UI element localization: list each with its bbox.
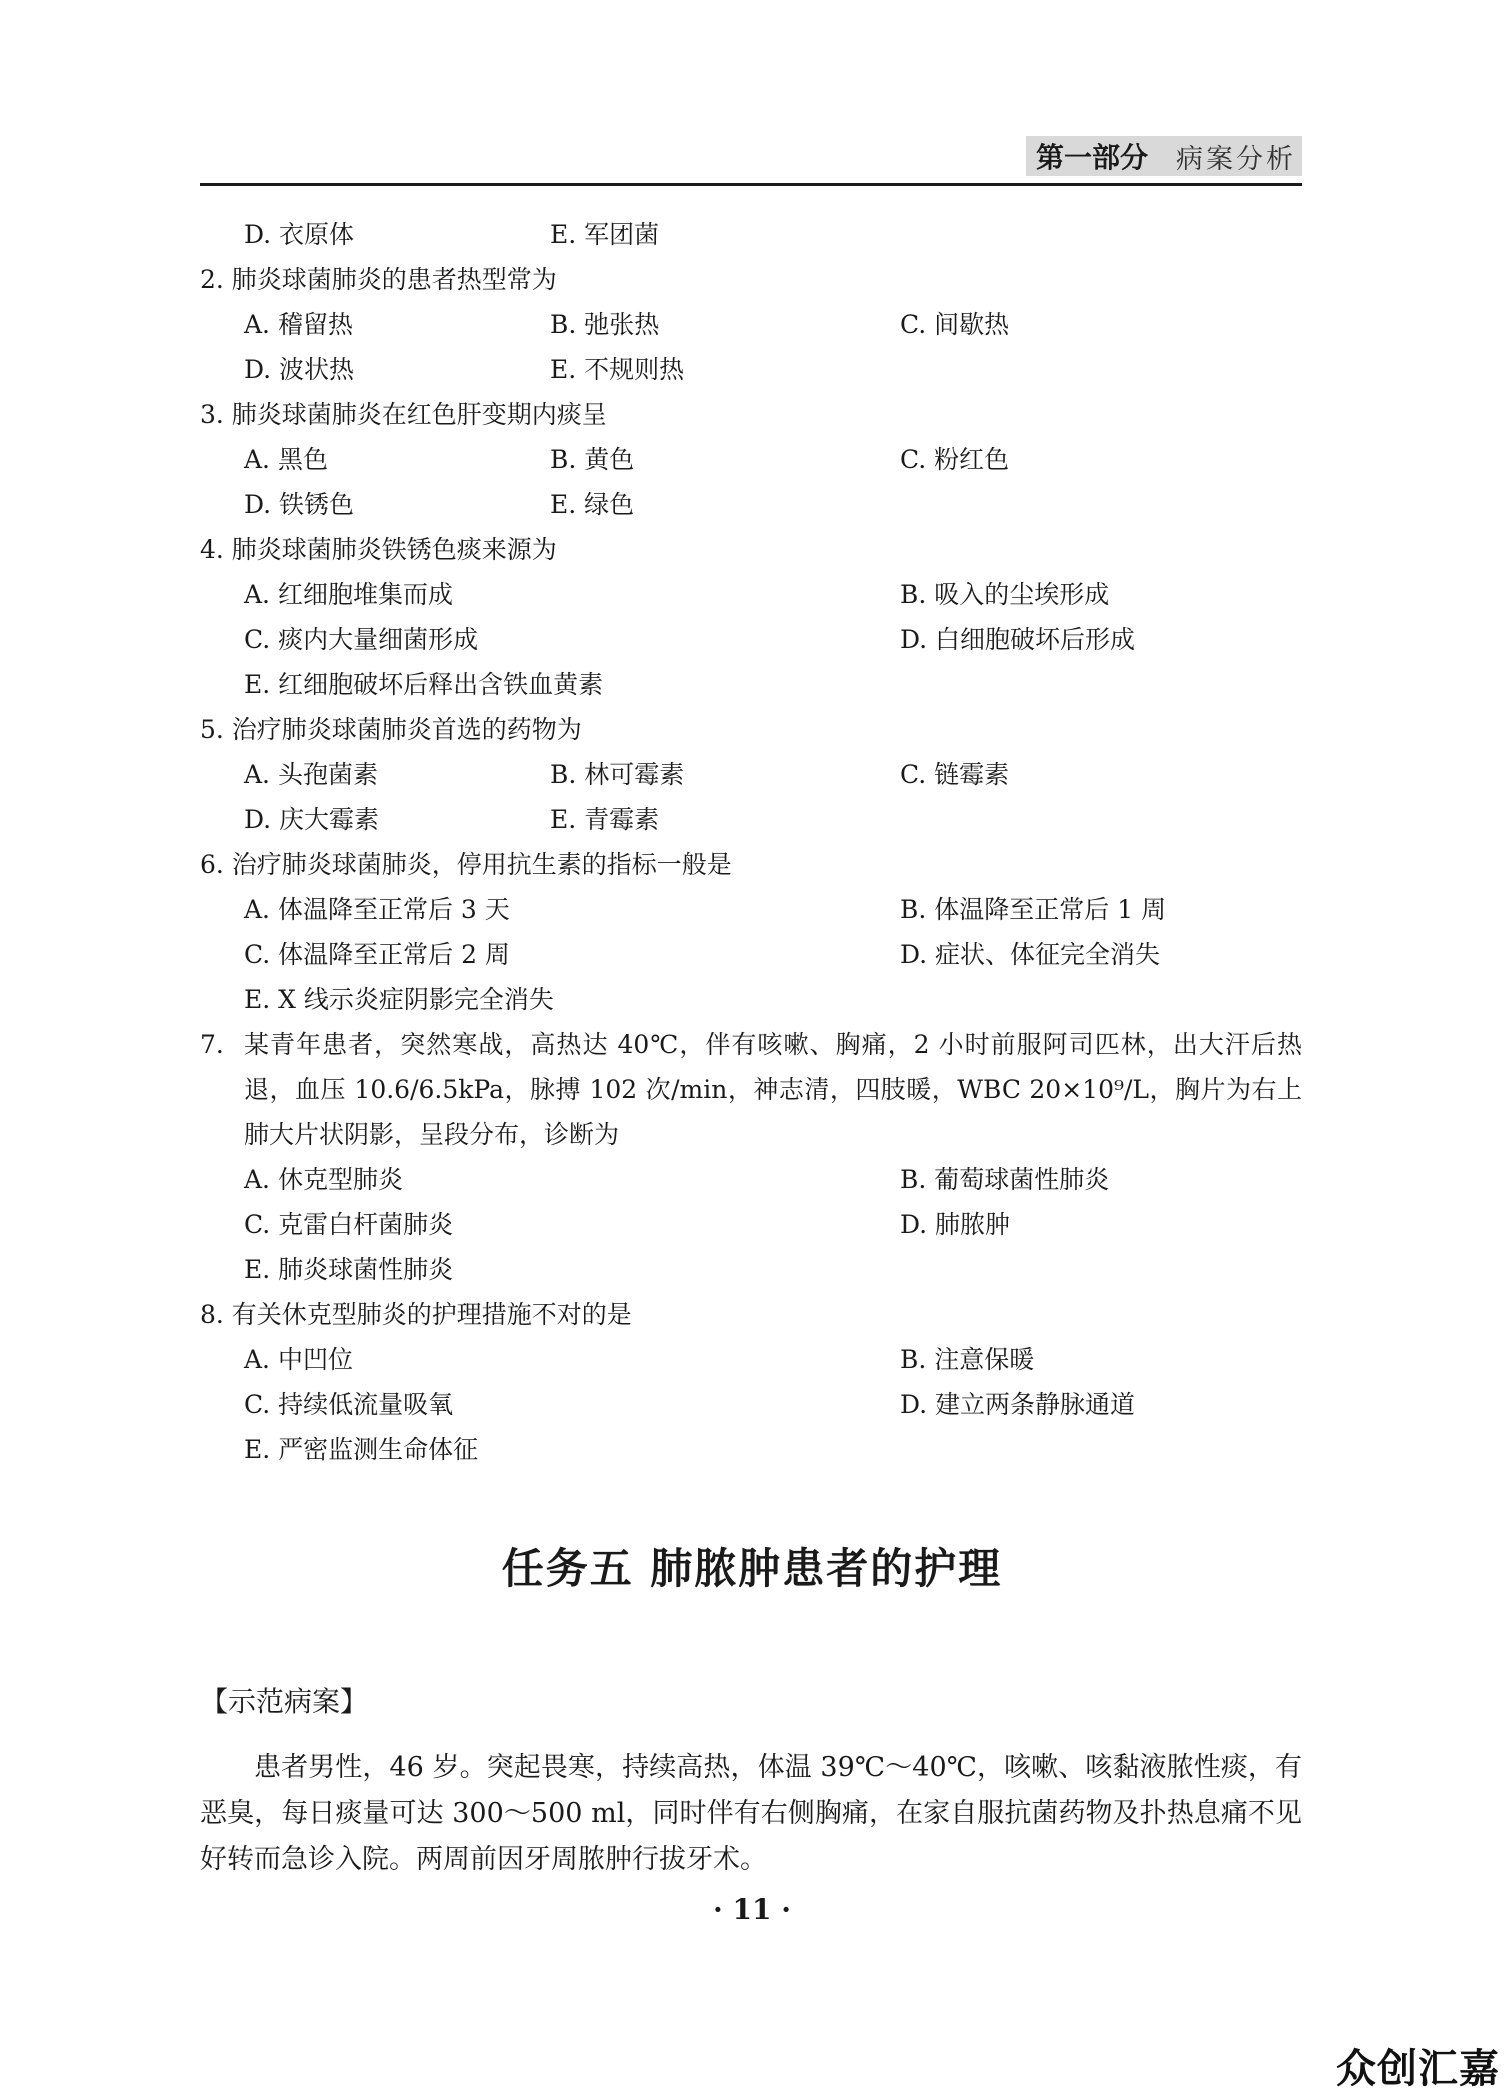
option-a: A. 体温降至正常后 3 天 <box>244 895 510 924</box>
option-e: E. 军团菌 <box>550 220 660 249</box>
option-e: E. 严密监测生命体征 <box>244 1435 479 1464</box>
case-paragraph: 患者男性，46 岁。突起畏寒，持续高热，体温 39℃～40℃，咳嗽、咳黏液脓性痰，有恶臭，每日痰量可达 300～500 ml，同时伴有右侧胸痛，在家自服抗菌药物及扑热息痛不见好转而急诊入院。两周前因牙周脓肿行拔牙术。 <box>200 1752 1302 1875</box>
option-d: D. 白细胞破坏后形成 <box>900 625 1136 654</box>
question-7-option-e <box>200 1247 1302 1292</box>
question-7-number: 7. <box>200 1030 224 1059</box>
option-a: A. 黑色 <box>244 445 328 474</box>
question-8-option-e <box>200 1427 1302 1472</box>
option-d: D. 肺脓肿 <box>900 1210 1011 1239</box>
question-1-options-de <box>200 212 1302 257</box>
option-b: B. 林可霉素 <box>550 760 685 789</box>
option-a: A. 稽留热 <box>244 310 353 339</box>
question-6-stem: 6. 治疗肺炎球菌肺炎，停用抗生素的指标一般是 <box>200 850 732 879</box>
question-2-options-abc <box>200 302 1302 347</box>
option-a: A. 头孢菌素 <box>244 760 378 789</box>
option-a: A. 中凹位 <box>244 1345 353 1374</box>
question-4-options-cd <box>200 617 1302 662</box>
option-d: D. 建立两条静脉通道 <box>900 1390 1136 1419</box>
option-d: D. 症状、体征完全消失 <box>900 940 1161 969</box>
option-c: C. 克雷白杆菌肺炎 <box>244 1210 454 1239</box>
option-b: B. 弛张热 <box>550 310 660 339</box>
case-label: 【示范病案】 <box>200 1685 369 1718</box>
option-e: E. 肺炎球菌性肺炎 <box>244 1255 454 1284</box>
option-d: D. 波状热 <box>244 355 355 384</box>
option-c: C. 痰内大量细菌形成 <box>244 625 479 654</box>
question-7-options-cd <box>200 1202 1302 1247</box>
option-e: E. X 线示炎症阴影完全消失 <box>244 985 554 1014</box>
option-d: D. 铁锈色 <box>244 490 355 519</box>
option-b: B. 吸入的尘埃形成 <box>900 580 1110 609</box>
question-6-options-cd <box>200 932 1302 977</box>
page-number: · 11 · <box>713 1893 791 1926</box>
option-d: D. 衣原体 <box>244 220 355 249</box>
question-5-options-de <box>200 797 1302 842</box>
header-label-box <box>1026 136 1302 176</box>
option-a: A. 休克型肺炎 <box>244 1165 403 1194</box>
question-5-options-abc <box>200 752 1302 797</box>
question-8-options-cd <box>200 1382 1302 1427</box>
option-a: A. 红细胞堆集而成 <box>244 580 453 609</box>
case-body <box>200 1745 1302 1883</box>
header-part: 第一部分 <box>1035 141 1148 174</box>
page-header <box>200 132 1302 186</box>
option-c: C. 粉红色 <box>900 445 1010 474</box>
question-8-stem: 8. 有关休克型肺炎的护理措施不对的是 <box>200 1300 632 1329</box>
question-4-option-e <box>200 662 1302 707</box>
option-d: D. 庆大霉素 <box>244 805 380 834</box>
option-b: B. 注意保暖 <box>900 1345 1035 1374</box>
question-2-options-de <box>200 347 1302 392</box>
option-c: C. 体温降至正常后 2 周 <box>244 940 510 969</box>
option-e: E. 青霉素 <box>550 805 660 834</box>
option-e: E. 不规则热 <box>550 355 685 384</box>
question-6-option-e <box>200 977 1302 1022</box>
option-c: C. 链霉素 <box>900 760 1010 789</box>
option-c: C. 间歇热 <box>900 310 1010 339</box>
section-title: 任务五 肺脓肿患者的护理 <box>501 1544 1003 1593</box>
question-8-options-ab <box>200 1337 1302 1382</box>
question-3-options-de <box>200 482 1302 527</box>
question-list <box>200 212 1302 1472</box>
question-4-options-ab <box>200 572 1302 617</box>
watermark-logo: 众创汇嘉 <box>1336 2046 1500 2092</box>
option-b: B. 葡萄球菌性肺炎 <box>900 1165 1110 1194</box>
question-3-stem: 3. 肺炎球菌肺炎在红色肝变期内痰呈 <box>200 400 607 429</box>
question-7-stem <box>200 1022 1302 1157</box>
question-4-stem: 4. 肺炎球菌肺炎铁锈色痰来源为 <box>200 535 557 564</box>
question-7-text: 某青年患者，突然寒战，高热达 40℃，伴有咳嗽、胸痛，2 小时前服阿司匹林，出大汗后热退，血压 10.6/6.5kPa，脉搏 102 次/min，神志清，四肢暖，WBC 20×10⁹/L，胸片为右上肺大片状阴影，呈段分布，诊断为 <box>244 1030 1302 1149</box>
option-b: B. 黄色 <box>550 445 635 474</box>
option-e: E. 绿色 <box>550 490 635 519</box>
question-2-stem: 2. 肺炎球菌肺炎的患者热型常为 <box>200 265 557 294</box>
question-5-stem: 5. 治疗肺炎球菌肺炎首选的药物为 <box>200 715 582 744</box>
option-c: C. 持续低流量吸氧 <box>244 1390 454 1419</box>
question-3-options-abc <box>200 437 1302 482</box>
question-7-options-ab <box>200 1157 1302 1202</box>
option-e: E. 红细胞破坏后释出含铁血黄素 <box>244 670 604 699</box>
question-6-options-ab <box>200 887 1302 932</box>
option-b: B. 体温降至正常后 1 周 <box>900 895 1167 924</box>
header-title: 病案分析 <box>1176 143 1296 175</box>
